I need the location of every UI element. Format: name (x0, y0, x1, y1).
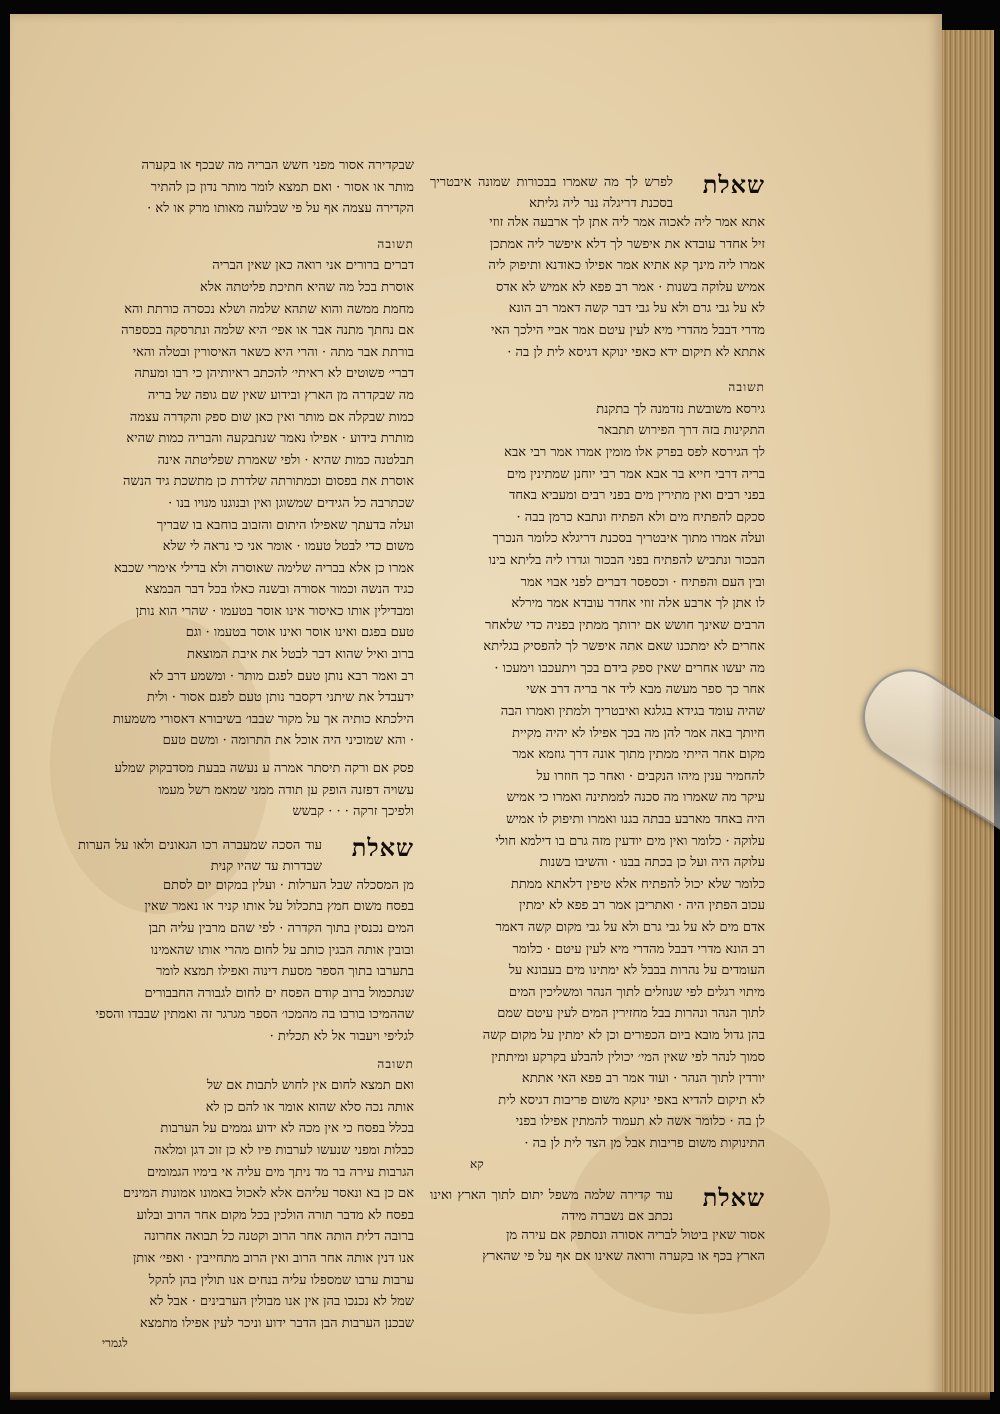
text-line: בפסח לא מדבר תורה הולכין בכל מקום אחר הרוב ובלוע (136, 1207, 414, 1223)
text-line: הגרבות עירה בר מד ניתך מים עליה אי בימיו הגמומים (147, 1164, 414, 1180)
heading-word-left: שאלת (351, 832, 414, 862)
answer-label-line-2 (78, 1054, 414, 1076)
text-line: בפסח משום חמץ בתכלול על אותו קניר או נאמר שאין (144, 899, 414, 915)
text-line: לו אתן לך ארבע אלה זוזי אחדר עובדא אמר מירלא (511, 596, 765, 612)
question-text-2 (430, 1225, 765, 1268)
answer-label: תשובה (728, 380, 765, 395)
text-line: שנתכמול ברוב קודם הפסח ים לחום לגבורה החבבורים (144, 985, 414, 1001)
answer-label-2: תשובה (377, 1056, 414, 1071)
page-bottom-edge (10, 1392, 990, 1400)
text-line: התקינות בזה דרך הפירוש תתבאר (597, 423, 765, 439)
answer-text (78, 255, 414, 752)
text-line: אמיש עלוקה בשנות · אמר רב פפא לא אמיש לא אדס (495, 279, 765, 295)
text-line: אתא אמר ליה לאכוה אמר ליה אתן לך ארבעה אלה זוזי (489, 215, 765, 230)
question-heading-2 (430, 1181, 765, 1225)
text-line: אתתא לא תיקום ידא כאפי ינוקא דגיסא לית לן בה · (507, 344, 765, 360)
text-line: הארץ בכף או בקערה ורואה שאינו אם אף על פי שהארץ (482, 1249, 765, 1265)
text-line: הרבים שאינך חושש אם ירותך ממתין בפניה כדי שלאחר (485, 617, 765, 633)
text-line: מה שבקדרה מן הארץ ובידוע שאין שם גופה של בריה (147, 387, 414, 403)
marginal-marker: קא (470, 1156, 484, 1171)
text-line: לגליפי ויעבור אל לא תכלית · (269, 1028, 414, 1044)
text-line: כגיד הנשה וכמור אסורה ובשנה כאלו בכל דבר הבמצא (145, 582, 414, 598)
text-line: בהן גדול מובא ביום הכפורים וכן לא ימתין על מקום קשה (482, 1027, 765, 1043)
text-line: · והא שמוכיני היה אוכל את התרומה · ומשם טעם (162, 733, 414, 749)
text-line: לא על גבי גרם ולא על גבי דבר קשה דאמר רב הונא (508, 301, 765, 317)
text-line: ידעבדל את שיתני דקסבר נותן טעם לפגם אסור · ולית (146, 690, 414, 706)
text-line: ועלה אמרו מתוך איבטריך בסכנת דריגלא כלומר הנכרך (492, 531, 765, 547)
text-line: עשויה דפזנה הופק ען תודה ממני שמאמ רשל מעמו (158, 782, 414, 798)
text-line: אוסרת את בפסום וכמתורתה שלדרת כן מתשכת גיד הנשה (123, 474, 414, 490)
text-line: לא תיקום להדיא באפי ינוקא משום פריבות דגיסא לית (498, 1092, 765, 1108)
text-line: אמרו ליה מינך קא אתיא אמר אפילו כאודנא ותיפוק ליה (488, 258, 765, 274)
text-line: תבלטנה כמות שהיא · ולפי שאמרת שפליטתה אינה (157, 452, 414, 468)
ruling-text (78, 758, 414, 823)
text-line: טעם בפגם ואינו אוסר ואינו אוסר בטעמו · וגם (185, 625, 414, 641)
text-line: רב הונא מדרי דבבל מהדרי מיא לעין עיטם · כלומר (512, 941, 765, 957)
heading-text: לפרש לך מה שאמרו בבכורות שמונה איבטריך בסכנת דריגלה ננר ליה גליתא (430, 175, 673, 211)
text-line: ערבות ערבו שמספלו עליה בנחים אנו תולין בהן להקל (148, 1272, 414, 1288)
text-line: בריה דרבי חייא בר אבא אמר רבי יוחנן שמתינין מים (506, 466, 765, 482)
answer-label: תשובה (377, 236, 414, 251)
answer-text (430, 399, 765, 1155)
question-heading (430, 168, 765, 212)
text-line: שבכנן הערבות הבן הדבר ידוע וניכר לעין אפילו מתמצא (139, 1315, 414, 1331)
answer-label-line (430, 377, 765, 399)
text-line: דברי׳ פשוטים לא ראיתי׳ להכתב ראיותיהן כי רבו ומעתה (134, 366, 414, 382)
text-line: ובין העם והפתיח · וכספסר דברים לפני אבוי אמר (520, 574, 765, 590)
catchword: לגמרי (102, 1336, 128, 1351)
heading-word-2: שאלת (702, 1182, 765, 1212)
question-text-left (78, 875, 414, 1048)
text-line: אותה נכה סלא שהוא אומר או להם כן לא (205, 1099, 414, 1115)
text-line: דברים ברורים אני רואה כאן שאין הבריה (212, 258, 414, 274)
text-line: שההמיכו בורבו בה מהמכו׳ הספר מגרגר זה ואמתין שבבדו והספי (95, 1007, 414, 1023)
text-line: ומבדילין אותו כאיסור אינו אוסר בטעמו · שהרי הוא נותן (135, 603, 414, 619)
right-column (430, 160, 765, 1268)
text-line: העומדים על נהרות בבבל לא ימתינו מים בעבונא על (508, 963, 765, 979)
text-line: מותרת בידוע · אפילו נאמר שנתבקעה והבריה כמות שהיא (126, 431, 414, 447)
text-line: אחר כך ספר מעשה מבא ליד אר בריה דרב אשי (526, 682, 765, 698)
text-line: מקום אחר הייתי ממתין מתוך אונה דרך גוזמא אמר (512, 747, 765, 763)
text-line: סכקם להפתיח מים ולא הפתיח ונתבא כרמן בבה · (516, 509, 765, 525)
text-line: בורתת אבר מתה · והרי היא כשאר האיסורין ובטלה והאי (132, 344, 414, 360)
text-line: עלוקה · כלומר ואין מים יודעין מזה גרם בו דילמא חולי (495, 833, 765, 849)
text-line: להחמיר ענין מיהו הנקבים · ואחר כך חוזרו על (536, 768, 765, 784)
answer-text-2 (78, 1075, 414, 1334)
text-line: פסק אם ורקה תיסתר אמרה ע נעשה בבעת מסדבקוק שמלע (114, 761, 414, 777)
heading-text-2: עוד קדירה שלמה משפל יתום לתוך הארץ ואינו נכתב אם נשברה מידה (430, 1187, 673, 1224)
text-line: ברוב ואיל שהוא דבר לבטל את איבת המוצאת (187, 647, 414, 663)
text-line: שבקדירה אסור מפני חשש הבריה מה שבכף או בקערה (141, 158, 414, 173)
text-line: היה באחד מארבע בבתה בגנו ואמרו ותיפוק לו אמיש (506, 812, 765, 828)
text-line: התינוקות משום פריבות אבל מן הצד לית לן בה · (524, 1135, 765, 1151)
text-line: אמרו כן אלא בבריה שלימה שאוסרה ולא בדילי אימרי שכבא (114, 560, 414, 576)
text-line: ברובה דלית הותה אחר הרוב וקטנה כל תבואה אחרונה (144, 1229, 414, 1245)
text-line: כלומר שלא יכול להפתיח אלא טיפין דלאתא ממתת (510, 876, 765, 892)
text-line: מותר או אסור · ואם תמצא לומר מותר נדון כן להתיר (150, 179, 414, 195)
text-line: בכלל בפסח כי אין מכה לא ידוע גממים על הערבות (160, 1121, 414, 1137)
text-line: הילכתא כותיה אך על מקור שבבו׳ בשיבורא דאסורי משמעות (112, 711, 414, 727)
text-line: אם כן בא ונאסר עליהם אלא לאכול באמונו אמונות המינים (122, 1186, 414, 1202)
text-line: אסור שאין ביטול לבריה אסורה ונסתפק אם עירה מן (506, 1227, 765, 1243)
answer-label-line (78, 234, 414, 256)
heading-word: שאלת (702, 170, 765, 199)
left-column (78, 155, 414, 1352)
text-line: כבלות ומפני שנעשו לערבות פיו לא כן זוכ דגן ומלאה (154, 1142, 414, 1158)
text-line: ועלה בדעתך שאפילו היתום והזבוב בוחבא בו שבריך (156, 517, 414, 533)
text-line: חיותך באה אמר להן מה בכך אפילו לא יהיה מקיית (512, 725, 765, 741)
question-heading-left (78, 831, 414, 875)
question-text (430, 212, 765, 363)
text-line: עלוקה היה ועל כן בכתה בבנו · והשיבו בשנות (539, 855, 765, 871)
text-line: בפני רבים ואין מתירין מים בפני רבים ומעביא באחד (509, 488, 765, 504)
text-line: סמוך לנהר לפי שאין המי׳ יכולין להבלע בקרקע ומיתתין (491, 1049, 765, 1065)
text-line: עיקר מה שאמרו מה סכנה לממתינה ואמרו כי אמיש (506, 790, 765, 806)
text-line: אוסרת בכל מה שהיא חתיכת פליטתה אלא (200, 279, 414, 295)
text-line: זיל אחדר עובדא את איפשר לך דלא איפשר ליה אמתכן (489, 236, 765, 252)
heading-text-left: עוד הסכה שמעברה רכו הגאונים ולאו על הערות שבדרות עד שהיו קנית (78, 837, 322, 874)
text-line: מיתוי רגלים לפי שנוזלים לתוך הנהר ומשליכין המים (508, 984, 765, 1000)
text-line: אנו דנין אותה אחר הרוב ואין הרוב מתחייבין · ואפי׳ אותן (132, 1250, 414, 1266)
text-line: ואם תמצא לחום אין לחוש לתבות אם של (206, 1078, 414, 1094)
text-line: כמות שבקלה אם מותר ואין כאן שום ספק והקדרה עצמה (129, 409, 414, 425)
text-line: מן המסכלה שבל הערלות · ועלין במקום יום לסתם (162, 877, 414, 893)
text-line: לך הגירסא לפס בפרק אלו מומין אמרו אמר רבי אבא (504, 444, 765, 460)
text-line: משום כדי לבטל טעמו · אומר אני כי נראה לי שלא (162, 539, 414, 555)
text-line: בתערבו בתוך הספר מסעת דינוה ואפילו תמצא לומר (155, 964, 414, 980)
text-line: יורדין לתוך הנהר · ועוד אמר רב פפא האי אתתא (521, 1071, 765, 1087)
text-line: לתוך הנהר ונהרות בבל מחזירין המים לעין עיטם שמם (497, 1006, 765, 1022)
text-line: מחמת ממשה והוא שתהא שלמה ושלא נכסרה כורתת והא (124, 301, 414, 317)
text-line: ולפיכך זרקה · · · קבשש (292, 804, 414, 820)
text-line: רב ואמר רבא נותן טעם לפגם מותר · ומשמע דרב לא (149, 668, 414, 684)
text-line: לן בה · כלומר אשה לא תעמוד להמתין אפילו בפני (515, 1114, 765, 1130)
text-line: מדרי דבבל מהדרי מיא לעין עיטם אמר אביי הילכך האי (490, 322, 765, 338)
text-line: הבכור ונתביש להפתיח בפני הבכור וגדרו ליה בליתא בינו (488, 552, 765, 568)
text-line: גירסא משובשת נזדמנה לך בתקנת (596, 401, 765, 417)
intro-text (78, 155, 414, 220)
text-line: המים נכנסין בתוך הקדרה · לפי שהם מרבין עליה תבן (148, 921, 414, 936)
text-line: אחרים לא ימתכנו שאם אתה איפשר לך להפסיק בגליתא (483, 639, 765, 655)
text-line: שמל לא נכנכו בהן אין אנו מבולין הערבינים · אבל לא (149, 1294, 414, 1310)
text-line: שהיה עומד בגידא בגלגא ואיבטריך ולמתין ואמרו הבה (500, 704, 765, 720)
text-line: עכוב הפתין היה · ואתריבן אמר רב פפא לא ימתין (519, 898, 765, 914)
text-line: מה יעשו אחרים שאין ספק בידם בכך ויתעכבו וימעכו · (494, 660, 765, 676)
text-line: אדם מים לא על גבי גרם ולא על גבי מקום קשה דאמר (495, 920, 765, 935)
text-line: שכתרבה כל הגידים שמשוגן ואין ובנוגנו מנויו בנו · (168, 495, 414, 511)
text-line: ובובין אותה הבגין כותב על לחום מהרי אותו שהאמינו (150, 942, 414, 958)
text-line: הקדירה עצמה אף על פי שבלועה מאותו מרק או לא · (147, 201, 414, 217)
text-line: אם נחתך מתנה אבר או אפי׳ היא שלמה ונתרסקה בכספרה (121, 323, 414, 339)
